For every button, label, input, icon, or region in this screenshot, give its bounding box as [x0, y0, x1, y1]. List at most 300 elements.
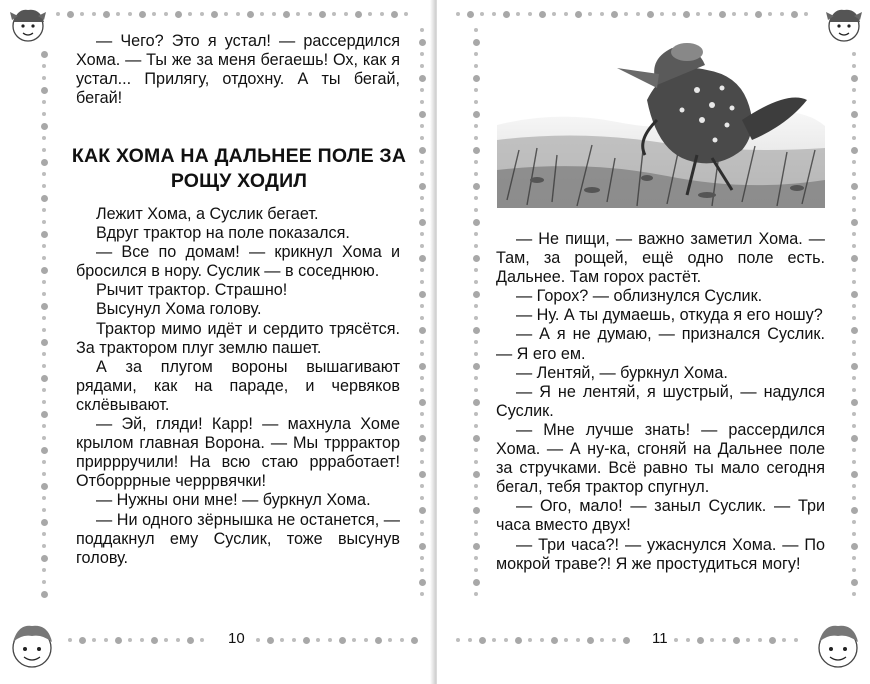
- border-dot: [420, 280, 424, 284]
- border-dot: [419, 183, 426, 190]
- border-dot: [852, 496, 856, 500]
- border-dot: [852, 448, 856, 452]
- border-dot: [42, 364, 46, 368]
- border-dot: [104, 638, 108, 642]
- border-dot: [528, 638, 532, 642]
- border-dot: [260, 12, 264, 16]
- boy-face-icon: [2, 612, 62, 678]
- border-dot: [420, 376, 424, 380]
- border-dot: [42, 76, 46, 80]
- border-dot: [42, 328, 46, 332]
- border-dot: [851, 543, 858, 550]
- border-dot: [420, 352, 424, 356]
- border-dot: [42, 436, 46, 440]
- border-dot: [686, 638, 690, 642]
- border-dot: [804, 12, 808, 16]
- border-dot: [758, 638, 762, 642]
- border-dot: [420, 124, 424, 128]
- border-dot: [473, 471, 480, 478]
- border-dot: [564, 638, 568, 642]
- border-dot: [41, 267, 48, 274]
- border-dot: [852, 304, 856, 308]
- border-dot: [42, 472, 46, 476]
- left-page: [0, 0, 433, 684]
- border-dot: [420, 424, 424, 428]
- border-dot: [473, 255, 480, 262]
- border-dot: [473, 507, 480, 514]
- border-dot: [852, 388, 856, 392]
- border-dot: [852, 316, 856, 320]
- border-dot: [474, 280, 478, 284]
- paragraph: — Мне лучше знать! — рассердился Хома. — А ну-ка, сгоняй на Дальнее поле за стручками. Всё равно ты мало сегодня бегал, тебя трактор спугнул.: [496, 420, 825, 497]
- border-dot: [41, 303, 48, 310]
- border-dot: [332, 12, 336, 16]
- border-dot: [851, 111, 858, 118]
- border-dot: [474, 100, 478, 104]
- border-dot: [188, 12, 192, 16]
- border-dot: [420, 28, 424, 32]
- border-dot: [852, 64, 856, 68]
- border-dot: [473, 75, 480, 82]
- border-dot: [419, 507, 426, 514]
- border-dot: [420, 340, 424, 344]
- border-dot: [283, 11, 290, 18]
- border-dot: [473, 111, 480, 118]
- border-dot: [296, 12, 300, 16]
- border-dot: [539, 11, 546, 18]
- border-dot: [42, 460, 46, 464]
- border-dot: [103, 11, 110, 18]
- border-dot: [41, 87, 48, 94]
- border-dot: [280, 638, 284, 642]
- border-dot: [79, 637, 86, 644]
- border-dot: [474, 388, 478, 392]
- border-dot: [42, 148, 46, 152]
- border-dot: [175, 11, 182, 18]
- border-dot: [56, 12, 60, 16]
- border-dot: [41, 195, 48, 202]
- border-dot: [852, 340, 856, 344]
- border-dot: [851, 183, 858, 190]
- border-dot: [576, 638, 580, 642]
- border-dot: [420, 268, 424, 272]
- border-dot: [164, 638, 168, 642]
- border-dot: [851, 363, 858, 370]
- border-dot: [42, 64, 46, 68]
- border-dot: [696, 12, 700, 16]
- border-dot: [420, 100, 424, 104]
- border-dot: [492, 638, 496, 642]
- border-dot: [42, 136, 46, 140]
- border-dot: [404, 12, 408, 16]
- border-dot: [41, 231, 48, 238]
- border-dot: [780, 12, 784, 16]
- border-dot: [473, 579, 480, 586]
- border-dot: [115, 637, 122, 644]
- boy-face-icon: [808, 612, 868, 678]
- border-dot: [660, 12, 664, 16]
- border-dot: [411, 637, 418, 644]
- border-dot: [851, 399, 858, 406]
- border-dot: [473, 435, 480, 442]
- paragraph: Трактор мимо идёт и сердито трясётся. За трактором плуг землю пашет.: [76, 319, 400, 357]
- border-dot: [551, 637, 558, 644]
- border-dot: [515, 637, 522, 644]
- border-dot: [419, 147, 426, 154]
- border-dot: [400, 638, 404, 642]
- border-dot: [647, 11, 654, 18]
- border-dot: [479, 637, 486, 644]
- paragraph: — Ну. А ты думаешь, откуда я его ношу?: [516, 306, 823, 325]
- border-dot: [852, 160, 856, 164]
- border-dot: [42, 388, 46, 392]
- border-dot: [474, 160, 478, 164]
- border-dot: [164, 12, 168, 16]
- border-dot: [851, 579, 858, 586]
- border-dot: [128, 638, 132, 642]
- border-dot: [176, 638, 180, 642]
- border-dot: [42, 568, 46, 572]
- border-dot: [456, 638, 460, 642]
- border-dot: [388, 638, 392, 642]
- border-dot: [42, 580, 46, 584]
- border-dot: [852, 412, 856, 416]
- border-dot: [41, 339, 48, 346]
- paragraph: Высунул Хома голову.: [96, 300, 262, 319]
- border-dot: [420, 520, 424, 524]
- border-dot: [140, 638, 144, 642]
- border-dot: [42, 184, 46, 188]
- border-dot: [474, 352, 478, 356]
- border-dot: [151, 637, 158, 644]
- border-dot: [420, 160, 424, 164]
- border-dot: [468, 638, 472, 642]
- border-dot: [744, 12, 748, 16]
- border-dot: [852, 376, 856, 380]
- paragraph: — А я не думаю, — признался Суслик. — Я его ем.: [496, 325, 825, 363]
- border-dot: [516, 12, 520, 16]
- paragraph: — Ого, мало! — заныл Суслик. — Три часа вместо двух!: [496, 497, 825, 535]
- border-dot: [851, 507, 858, 514]
- border-dot: [187, 637, 194, 644]
- border-dot: [272, 12, 276, 16]
- border-dot: [41, 483, 48, 490]
- border-dot: [316, 638, 320, 642]
- border-dot: [67, 11, 74, 18]
- border-dot: [474, 340, 478, 344]
- border-dot: [587, 637, 594, 644]
- border-dot: [236, 12, 240, 16]
- border-dot: [473, 399, 480, 406]
- border-dot: [474, 424, 478, 428]
- paragraph: А за плугом вороны вышагивают рядами, как на параде, и червяков склёвывают.: [76, 357, 400, 414]
- border-dot: [420, 448, 424, 452]
- border-dot: [851, 219, 858, 226]
- border-dot: [224, 12, 228, 16]
- crow-running-illustration: [497, 30, 825, 208]
- border-dot: [355, 11, 362, 18]
- border-dot: [851, 255, 858, 262]
- border-dot: [474, 592, 478, 596]
- border-dot: [256, 638, 260, 642]
- border-dot: [319, 11, 326, 18]
- border-dot: [116, 12, 120, 16]
- border-dot: [473, 363, 480, 370]
- border-dot: [474, 496, 478, 500]
- border-dot: [308, 12, 312, 16]
- border-dot: [852, 208, 856, 212]
- border-dot: [851, 75, 858, 82]
- border-dot: [852, 124, 856, 128]
- border-dot: [42, 244, 46, 248]
- border-dot: [852, 100, 856, 104]
- border-dot: [473, 39, 480, 46]
- border-dot: [420, 232, 424, 236]
- border-dot: [339, 637, 346, 644]
- border-dot: [419, 399, 426, 406]
- border-dot: [419, 471, 426, 478]
- border-dot: [139, 11, 146, 18]
- border-dot: [852, 244, 856, 248]
- border-dot: [352, 638, 356, 642]
- border-dot: [42, 172, 46, 176]
- paragraph: Рычит трактор. Страшно!: [96, 281, 288, 300]
- border-dot: [852, 460, 856, 464]
- border-dot: [456, 12, 460, 16]
- border-dot: [473, 543, 480, 550]
- border-dot: [636, 12, 640, 16]
- border-dot: [420, 316, 424, 320]
- border-dot: [474, 88, 478, 92]
- border-dot: [419, 39, 426, 46]
- paragraph: — Лентяй, — буркнул Хома.: [516, 363, 728, 382]
- border-dot: [42, 292, 46, 296]
- border-dot: [420, 484, 424, 488]
- border-dot: [474, 316, 478, 320]
- border-dot: [683, 11, 690, 18]
- border-dot: [419, 75, 426, 82]
- border-dot: [42, 400, 46, 404]
- border-dot: [852, 484, 856, 488]
- border-dot: [600, 638, 604, 642]
- border-dot: [852, 352, 856, 356]
- border-dot: [42, 256, 46, 260]
- border-dot: [344, 12, 348, 16]
- paragraph: — Все по домам! — крикнул Хома и бросился в нору. Суслик — в соседнюю.: [76, 243, 400, 281]
- page-number-right: 11: [652, 630, 668, 647]
- border-dot: [473, 219, 480, 226]
- border-dot: [328, 638, 332, 642]
- border-dot: [200, 638, 204, 642]
- border-dot: [719, 11, 726, 18]
- border-dot: [710, 638, 714, 642]
- border-dot: [419, 543, 426, 550]
- border-dot: [492, 12, 496, 16]
- border-dot: [92, 12, 96, 16]
- border-dot: [851, 471, 858, 478]
- left-body-text: [76, 205, 400, 568]
- border-dot: [420, 388, 424, 392]
- border-dot: [42, 532, 46, 536]
- border-dot: [42, 496, 46, 500]
- border-dot: [420, 208, 424, 212]
- border-dot: [851, 327, 858, 334]
- border-dot: [612, 638, 616, 642]
- border-dot: [474, 232, 478, 236]
- border-dot: [42, 316, 46, 320]
- border-dot: [420, 172, 424, 176]
- border-dot: [852, 568, 856, 572]
- border-dot: [420, 136, 424, 140]
- border-dot: [575, 11, 582, 18]
- border-dot: [852, 196, 856, 200]
- border-dot: [41, 447, 48, 454]
- paragraph: — Три часа?! — ужаснулся Хома. — По мокрой траве?! Я же простудиться могу!: [496, 535, 825, 573]
- paragraph: — Эй, гляди! Карр! — махнула Хоме крылом главная Ворона. — Мы трррактор приррручили! На всю стаю ррработает! Отборррные черррвячки!: [76, 415, 400, 491]
- border-dot: [697, 637, 704, 644]
- border-dot: [746, 638, 750, 642]
- border-dot: [852, 424, 856, 428]
- paragraph: — Горох? — облизнулся Суслик.: [516, 287, 763, 306]
- border-dot: [41, 555, 48, 562]
- border-dot: [375, 637, 382, 644]
- border-dot: [474, 28, 478, 32]
- border-dot: [504, 638, 508, 642]
- border-dot: [503, 11, 510, 18]
- border-dot: [420, 556, 424, 560]
- border-dot: [42, 352, 46, 356]
- border-dot: [68, 638, 72, 642]
- border-dot: [852, 52, 856, 56]
- border-dot: [473, 147, 480, 154]
- border-dot: [42, 424, 46, 428]
- border-dot: [623, 637, 630, 644]
- border-dot: [391, 11, 398, 18]
- border-dot: [42, 208, 46, 212]
- border-dot: [247, 11, 254, 18]
- border-dot: [419, 255, 426, 262]
- border-dot: [474, 532, 478, 536]
- border-dot: [852, 172, 856, 176]
- page-number-left: 10: [228, 630, 245, 647]
- border-dot: [782, 638, 786, 642]
- border-dot: [624, 12, 628, 16]
- border-dot: [588, 12, 592, 16]
- border-dot: [733, 637, 740, 644]
- border-dot: [419, 363, 426, 370]
- paragraph: — Нужны они мне! — буркнул Хома.: [96, 491, 371, 510]
- border-dot: [794, 638, 798, 642]
- border-dot: [474, 520, 478, 524]
- border-dot: [473, 183, 480, 190]
- border-dot: [419, 219, 426, 226]
- border-dot: [42, 220, 46, 224]
- border-dot: [540, 638, 544, 642]
- border-dot: [474, 244, 478, 248]
- border-dot: [42, 100, 46, 104]
- border-dot: [380, 12, 384, 16]
- border-dot: [672, 12, 676, 16]
- border-dot: [420, 496, 424, 500]
- border-dot: [474, 484, 478, 488]
- border-dot: [42, 544, 46, 548]
- border-dot: [474, 268, 478, 272]
- border-dot: [768, 12, 772, 16]
- left-top-text: [76, 32, 400, 108]
- border-dot: [267, 637, 274, 644]
- border-dot: [419, 579, 426, 586]
- border-dot: [708, 12, 712, 16]
- border-dot: [200, 12, 204, 16]
- border-dot: [474, 448, 478, 452]
- border-dot: [474, 556, 478, 560]
- border-dot: [474, 412, 478, 416]
- border-dot: [292, 638, 296, 642]
- border-dot: [474, 568, 478, 572]
- border-dot: [474, 52, 478, 56]
- border-dot: [152, 12, 156, 16]
- border-dot: [92, 638, 96, 642]
- border-dot: [420, 412, 424, 416]
- border-dot: [474, 64, 478, 68]
- paragraph: — Я не лентяй, я шустрый, — надулся Суслик.: [496, 382, 825, 420]
- border-dot: [474, 124, 478, 128]
- border-dot: [852, 592, 856, 596]
- border-dot: [564, 12, 568, 16]
- right-body-text: [496, 230, 825, 574]
- border-dot: [467, 11, 474, 18]
- border-dot: [474, 208, 478, 212]
- border-dot: [41, 375, 48, 382]
- border-dot: [611, 11, 618, 18]
- border-dot: [128, 12, 132, 16]
- border-dot: [851, 435, 858, 442]
- border-dot: [368, 12, 372, 16]
- border-dot: [41, 159, 48, 166]
- border-dot: [420, 304, 424, 308]
- border-dot: [732, 12, 736, 16]
- border-dot: [474, 304, 478, 308]
- border-dot: [791, 11, 798, 18]
- border-dot: [419, 291, 426, 298]
- border-dot: [420, 196, 424, 200]
- border-dot: [674, 638, 678, 642]
- border-dot: [42, 112, 46, 116]
- border-dot: [852, 520, 856, 524]
- border-dot: [419, 111, 426, 118]
- paragraph: Лежит Хома, а Суслик бегает.: [96, 205, 319, 223]
- border-dot: [41, 591, 48, 598]
- border-dot: [419, 327, 426, 334]
- border-dot: [474, 376, 478, 380]
- border-dot: [41, 123, 48, 130]
- border-dot: [42, 508, 46, 512]
- border-dot: [769, 637, 776, 644]
- border-dot: [474, 460, 478, 464]
- border-dot: [42, 280, 46, 284]
- border-dot: [211, 11, 218, 18]
- border-dot: [722, 638, 726, 642]
- border-dot: [473, 327, 480, 334]
- border-dot: [80, 12, 84, 16]
- paragraph: Вдруг трактор на поле показался.: [96, 224, 350, 243]
- border-dot: [303, 637, 310, 644]
- border-dot: [420, 592, 424, 596]
- border-dot: [420, 568, 424, 572]
- border-dot: [852, 280, 856, 284]
- border-dot: [420, 460, 424, 464]
- border-dot: [420, 88, 424, 92]
